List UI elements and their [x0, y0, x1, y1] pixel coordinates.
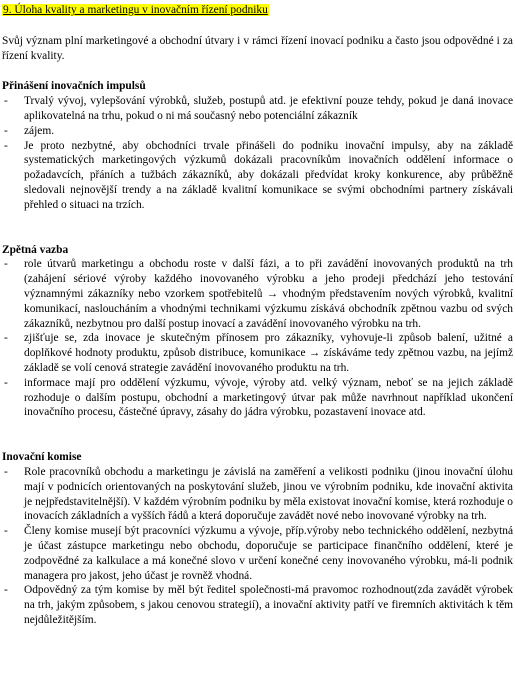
list-item: - Role pracovníků obchodu a marketingu je závislá na zaměření a velikosti podniku (jinou inovační úlohu mají v podnicích orientovaných na poskytování služeb, jinou ve výrobním podniku, kde inovační aktivita je nejpředstavitelnější). V každém výrobním podniku by měla existovat inovační komise, která rozhoduje o inovacích základních a vyšších řádů a která doporučuje zavádět nové nebo inovované výrobky na trh. [2, 465, 513, 524]
section-list-innovation-impulses [2, 94, 513, 212]
section-heading-innovation-impulses: Přinášení inovačních impulsů [2, 80, 146, 93]
list-item: - zájem. [2, 124, 513, 139]
section-heading-feedback: Zpětná vazba [2, 243, 69, 256]
title-line [2, 3, 513, 18]
section-heading-innovation-committee: Inovační komise [2, 451, 82, 464]
list-item: - role útvarů marketingu a obchodu roste v další fázi, a to při zavádění inovovaných produktů na trh (zahájení sériové výroby každého inovovaného výrobku a jeho prodeji předchází jeho testování významnými zákazníky nebo vzorkem spotřebitelů → vhodným představením nových výrobků, kvalitní komunikací, nasloucháním a vhodnými technikami výzkumu získává obchodník zpětnou vazbu od svých zákazníků, nezbytnou pro další postup inovací a zavádění inovovaného výrobku na trh. [2, 257, 513, 331]
section-list-feedback [2, 257, 513, 420]
list-item: - Trvalý vývoj, vylepšování výrobků, služeb, postupů atd. je efektivní pouze tehdy, pokud je daná inovace aplikovatelná na trhu, pokud o ni má současný nebo potenciální zákazník [2, 94, 513, 124]
list-item: - Členy komise musejí být pracovníci výzkumu a vývoje, příp.výroby nebo technického oddělení, nezbytná je účast zástupce marketingu nebo obchodu, doporučuje se participace finančního oddělení, které je zodpovědné za kalkulace a má konečné slovo v určení konečné ceny inovovaného výrobku, má-li podnik managera pro jakost, jeho účast je rovněž vhodná. [2, 524, 513, 583]
list-item: - Je proto nezbytné, aby obchodníci trvale přinášeli do podniku inovační impulsy, aby na základě systematických marketingových výzkumů dokázali pracovníkům inovačních oddělení informace o požadavcích, přáních a tužbách zákazníků, aby dokázali předvídat kroky konkurence, aby průběžně sledovali nejnovější trendy a na základě kvalitní komunikace se svými obchodními partnery získávali přehled o situaci na trzích. [2, 139, 513, 213]
list-item: - Odpovědný za tým komise by měl být ředitel společnosti-má pravomoc rozhodnout(zda zavádět výrobek na trh, jakým způsobem, s jakou cenovou strategií), a inovační aktivity patří ve firemních aktivitách k těm nejdůležitějším. [2, 583, 513, 627]
section-spacer [2, 434, 513, 450]
list-item: - zjišťuje se, zda inovace je skutečným přínosem pro zákazníky, vyhovuje-li způsob balení, užitné a doplňkové hodnoty produktu, způsob distribuce, komunikace → získáváme tedy zpětnou vazbu, na jejímž základě se volí cenová strategie zavádění inovovaného produktu na trh. [2, 331, 513, 375]
document-title: 9. Úloha kvality a marketingu v inovačním řízení podniku [3, 4, 268, 16]
section-list-innovation-committee [2, 465, 513, 628]
section-spacer [2, 227, 513, 243]
list-item: - informace mají pro oddělení výzkumu, vývoje, výroby atd. velký význam, neboť se na jejich základě rozhoduje o dalším postupu, obchodní a marketingový útvar pak může navrhnout například ukončení inovačního procesu, částečné úpravy, zásahy do jádra výrobku, pozastavení inovace atd. [2, 376, 513, 420]
intro-paragraph: Svůj význam plní marketingové a obchodní útvary i v rámci řízení inovací podniku a často jsou odpovědné i za řízení kvality. [2, 34, 513, 62]
